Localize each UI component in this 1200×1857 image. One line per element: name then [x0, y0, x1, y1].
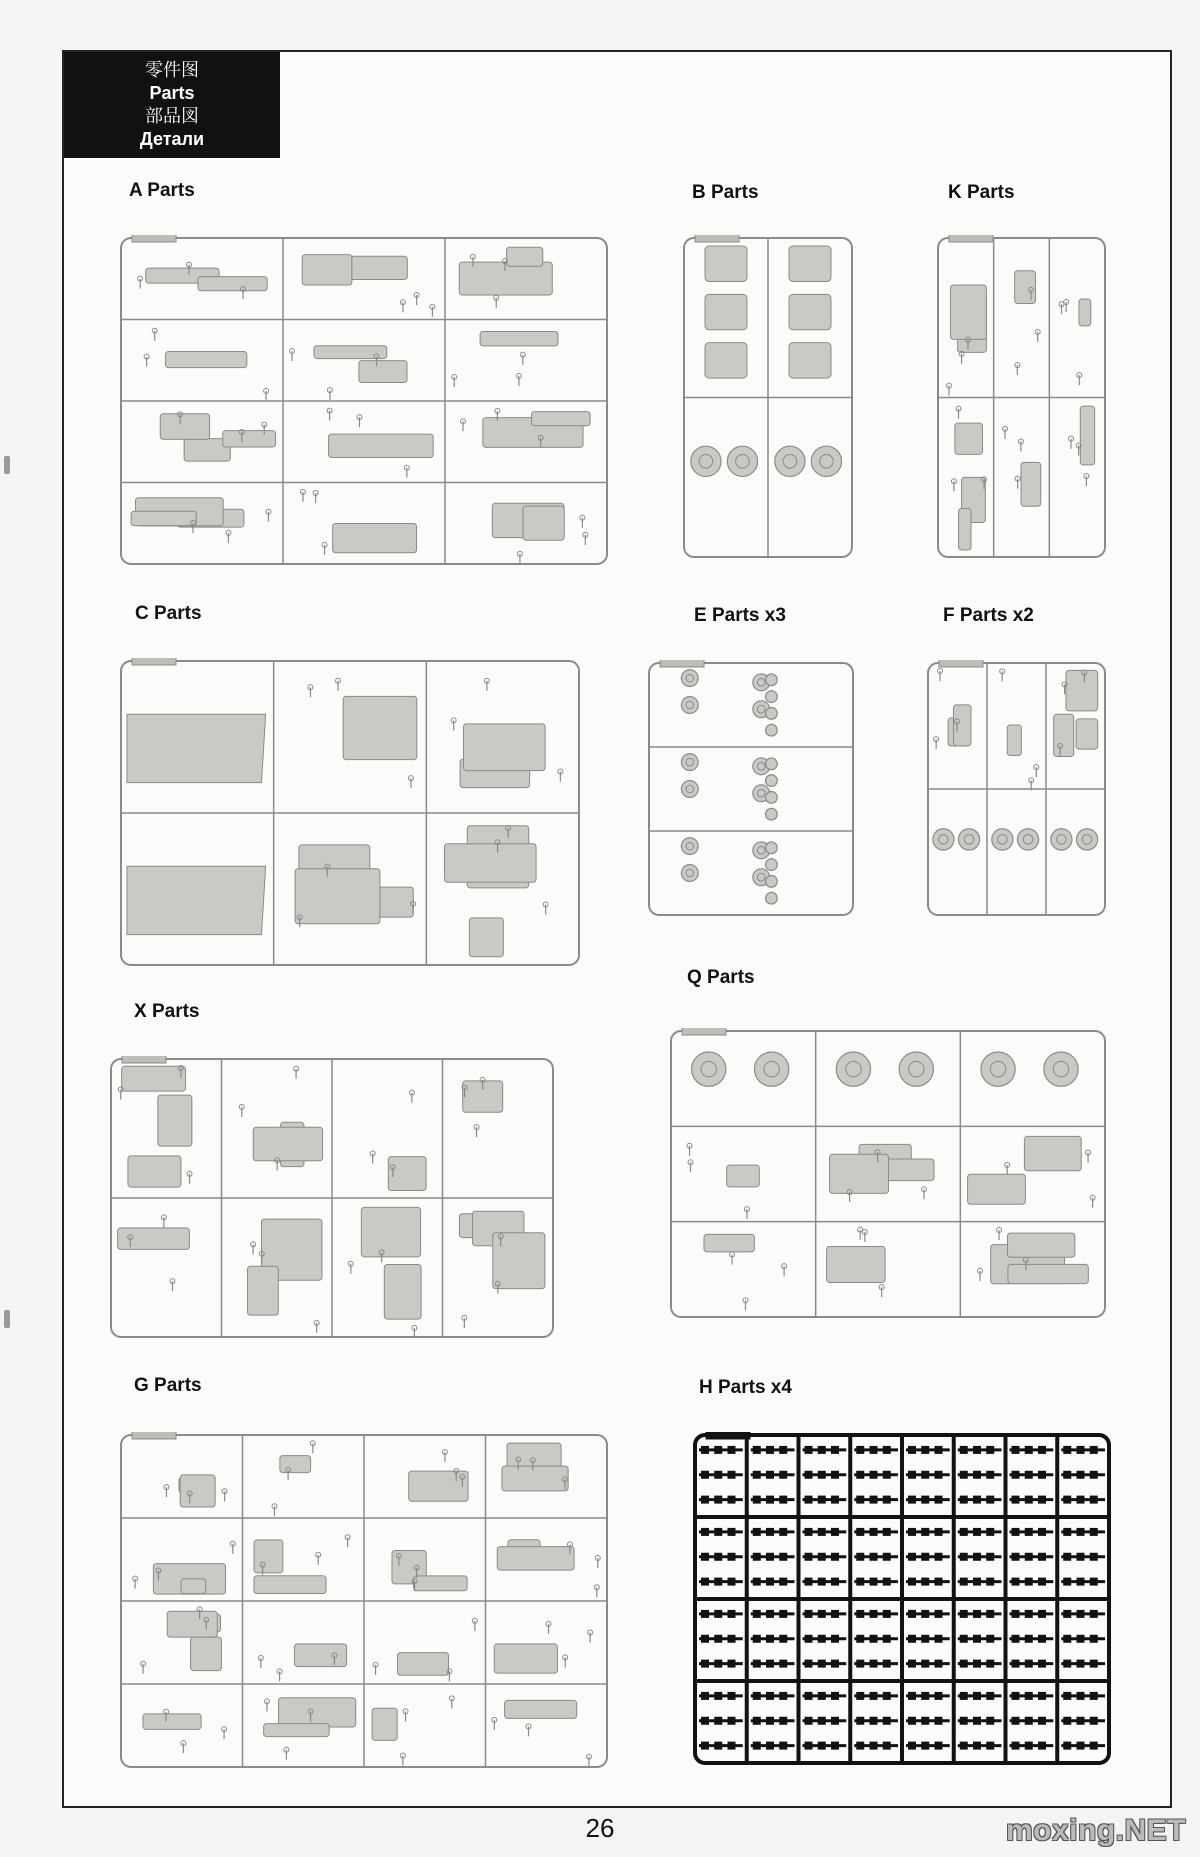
sprue-g-drawing [118, 1432, 610, 1770]
page-number: 26 [585, 1813, 615, 1843]
label-sprue-a: A Parts [129, 180, 195, 201]
watermark: moxing.NET [1005, 1814, 1186, 1847]
label-sprue-h: H Parts x4 [699, 1377, 792, 1398]
header-title-en: Parts [149, 83, 195, 103]
label-sprue-g: G Parts [134, 1375, 202, 1396]
sprue-a-drawing [118, 235, 610, 567]
header-title-ru: Детали [139, 129, 205, 149]
label-sprue-q: Q Parts [687, 967, 755, 988]
header-title-zh: 零件图 [145, 60, 199, 81]
label-sprue-e: E Parts x3 [694, 605, 786, 626]
binder-mark [4, 1310, 10, 1328]
label-sprue-b: B Parts [692, 182, 759, 203]
binder-mark [4, 456, 10, 474]
label-sprue-f: F Parts x2 [943, 605, 1034, 626]
label-sprue-c: C Parts [135, 603, 202, 624]
sprue-h-drawing [692, 1432, 1112, 1766]
sprue-e-drawing [646, 660, 856, 918]
sprue-k-drawing [935, 235, 1108, 560]
header-box [64, 52, 280, 158]
sprue-c-drawing [118, 658, 582, 968]
sprue-q-drawing [668, 1028, 1108, 1320]
sprue-b-drawing [681, 235, 855, 560]
label-sprue-k: K Parts [948, 182, 1015, 203]
label-sprue-x: X Parts [134, 1001, 200, 1022]
sprue-f-drawing [925, 660, 1108, 918]
header-title-ja: 部品図 [145, 106, 199, 127]
sprue-x-drawing [108, 1056, 556, 1340]
